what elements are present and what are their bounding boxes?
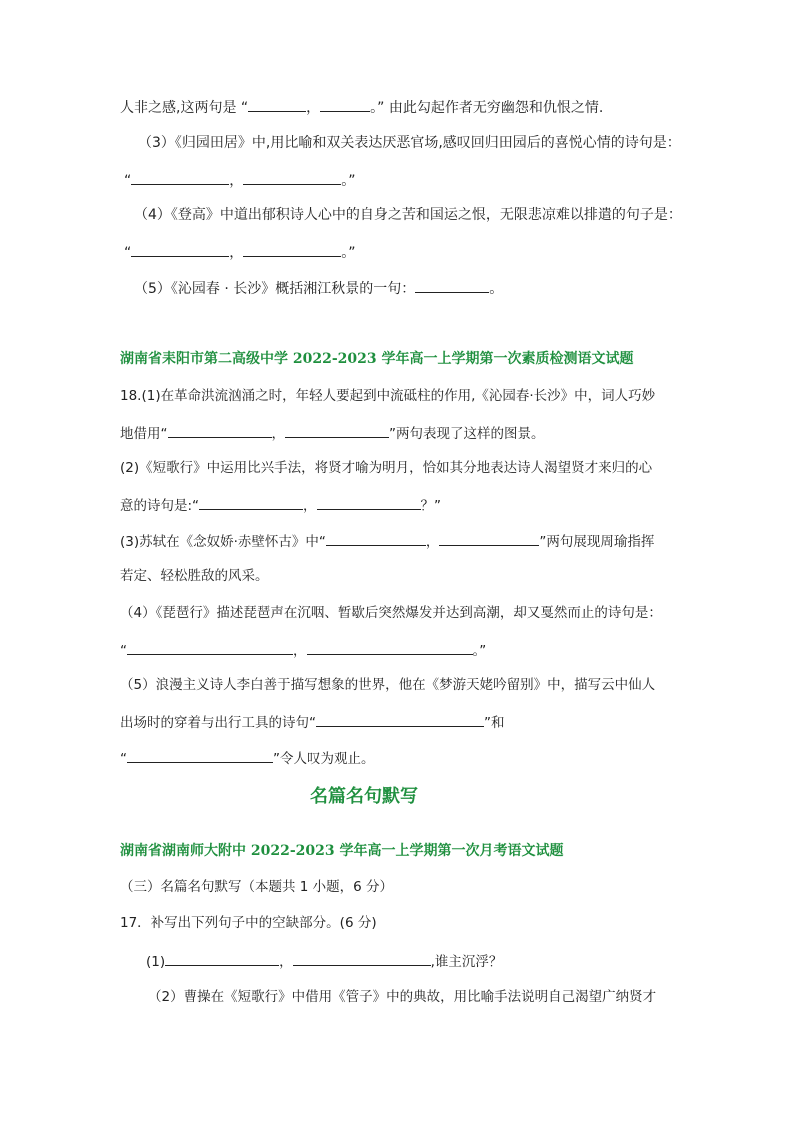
q18-1-answer-line bbox=[120, 422, 545, 444]
text: ”两句表现了这样的图景。 bbox=[389, 426, 545, 442]
text: ”令人叹为观止。 bbox=[273, 751, 375, 767]
text: （4）《登高》中道出郁积诗人心中的自身之苦和国运之恨，无限悲凉难以排遣的句子是： bbox=[134, 207, 682, 223]
text: （5）《沁园春 · 长沙》概括湘江秋景的一句： bbox=[134, 281, 416, 297]
text: ， bbox=[229, 245, 244, 261]
text: 。 bbox=[489, 281, 504, 297]
q18-4-prompt: （4）《琵琶行》描述琵琶声在沉咽、暂歇后突然爆发并达到高潮，却又戛然而止的诗句是： bbox=[120, 605, 662, 621]
text: 。” 由此勾起作者无穷幽怨和仇恨之情. bbox=[370, 100, 604, 116]
text: (1) bbox=[146, 954, 166, 970]
part-title: （三）名篇名句默写（本题共 1 小题，6 分） bbox=[120, 879, 394, 895]
answer-blank[interactable] bbox=[326, 530, 426, 546]
answer-blank[interactable] bbox=[248, 96, 306, 112]
text: ， bbox=[271, 426, 285, 442]
q5-line bbox=[134, 277, 503, 299]
text: ， bbox=[293, 643, 307, 659]
q18-3-line bbox=[120, 530, 654, 552]
answer-blank[interactable] bbox=[320, 96, 370, 112]
answer-blank[interactable] bbox=[317, 494, 421, 510]
text: “ bbox=[120, 643, 127, 659]
answer-blank[interactable] bbox=[243, 169, 341, 185]
text: ， bbox=[306, 100, 321, 116]
q3-answer-line bbox=[124, 169, 356, 191]
q18-5-prompt: （5）浪漫主义诗人李白善于描写想象的世界，他在《梦游天姥吟留别》中，描写云中仙人 bbox=[120, 677, 656, 693]
section-heading: 名篇名句默写 bbox=[310, 786, 418, 807]
q17-1-line bbox=[146, 950, 502, 972]
text: (3)苏轼在《念奴娇·赤壁怀古》中“ bbox=[120, 534, 326, 550]
q18-2-answer-line bbox=[120, 494, 441, 516]
q18-5-answer-line-2 bbox=[120, 747, 375, 769]
q18-4-answer-line bbox=[120, 639, 486, 661]
text: 意的诗句是:“ bbox=[120, 498, 200, 514]
text: ， bbox=[229, 173, 244, 189]
text: “ bbox=[124, 245, 132, 261]
answer-blank[interactable] bbox=[285, 422, 389, 438]
answer-blank[interactable] bbox=[165, 950, 279, 966]
answer-blank[interactable] bbox=[439, 530, 539, 546]
q17-2-prompt: （2）曹操在《短歌行》中借用《管子》中的典故，用比喻手法说明自己渴望广纳贤才 bbox=[148, 989, 657, 1005]
text: “ bbox=[120, 751, 127, 767]
text: ,谁主沉浮？ bbox=[430, 954, 503, 970]
answer-blank[interactable] bbox=[307, 639, 473, 655]
text: ， bbox=[279, 954, 293, 970]
q3-prompt bbox=[138, 133, 681, 153]
text: 。” bbox=[341, 245, 356, 261]
answer-blank[interactable] bbox=[127, 639, 293, 655]
answer-blank[interactable] bbox=[131, 241, 229, 257]
text: 出场时的穿着与出行工具的诗句“ bbox=[120, 715, 316, 731]
answer-blank[interactable] bbox=[415, 277, 489, 293]
text: 人非之感,这两句是 “ bbox=[120, 100, 249, 116]
text: 。” bbox=[341, 173, 356, 189]
text: 地借用“ bbox=[120, 426, 168, 442]
answer-blank[interactable] bbox=[199, 494, 303, 510]
q18-1-prompt: 18.(1)在革命洪流汹涌之时，年轻人要起到中流砥柱的作用,《沁园春·长沙》中，词人巧妙 bbox=[120, 388, 656, 404]
q2-tail-line bbox=[120, 96, 603, 118]
text: ”和 bbox=[484, 715, 505, 731]
q4-answer-line bbox=[124, 241, 356, 263]
text: ”两句展现周瑜指挥 bbox=[539, 534, 655, 550]
text: ， bbox=[303, 498, 317, 514]
q18-2-prompt: (2)《短歌行》中运用比兴手法，将贤才喻为明月，恰如其分地表达诗人渴望贤才来归的心 bbox=[120, 460, 653, 476]
q18-3-tail: 若定、轻松胜敌的风采。 bbox=[120, 568, 269, 584]
text: （3）《归园田居》中,用比喻和双关表达厌恶官场,感叹回归田园后的喜悦心情的诗句是： bbox=[138, 135, 681, 151]
q18-5-answer-line bbox=[120, 711, 505, 733]
answer-blank[interactable] bbox=[168, 422, 272, 438]
answer-blank[interactable] bbox=[293, 950, 431, 966]
answer-blank[interactable] bbox=[127, 747, 273, 763]
source-title: 湖南省耒阳市第二高级中学 2022-2023 学年高一上学期第一次素质检测语文试题 bbox=[120, 351, 634, 367]
text: ？” bbox=[420, 498, 442, 514]
q4-prompt bbox=[134, 205, 682, 225]
source-title: 湖南省湖南师大附中 2022-2023 学年高一上学期第一次月考语文试题 bbox=[120, 843, 564, 859]
answer-blank[interactable] bbox=[131, 169, 229, 185]
q17-title: 17．补写出下列句子中的空缺部分。(6 分) bbox=[120, 915, 377, 931]
text: ， bbox=[425, 534, 440, 550]
answer-blank[interactable] bbox=[316, 711, 484, 727]
text: 。” bbox=[472, 643, 487, 659]
text: “ bbox=[124, 173, 132, 189]
answer-blank[interactable] bbox=[243, 241, 341, 257]
